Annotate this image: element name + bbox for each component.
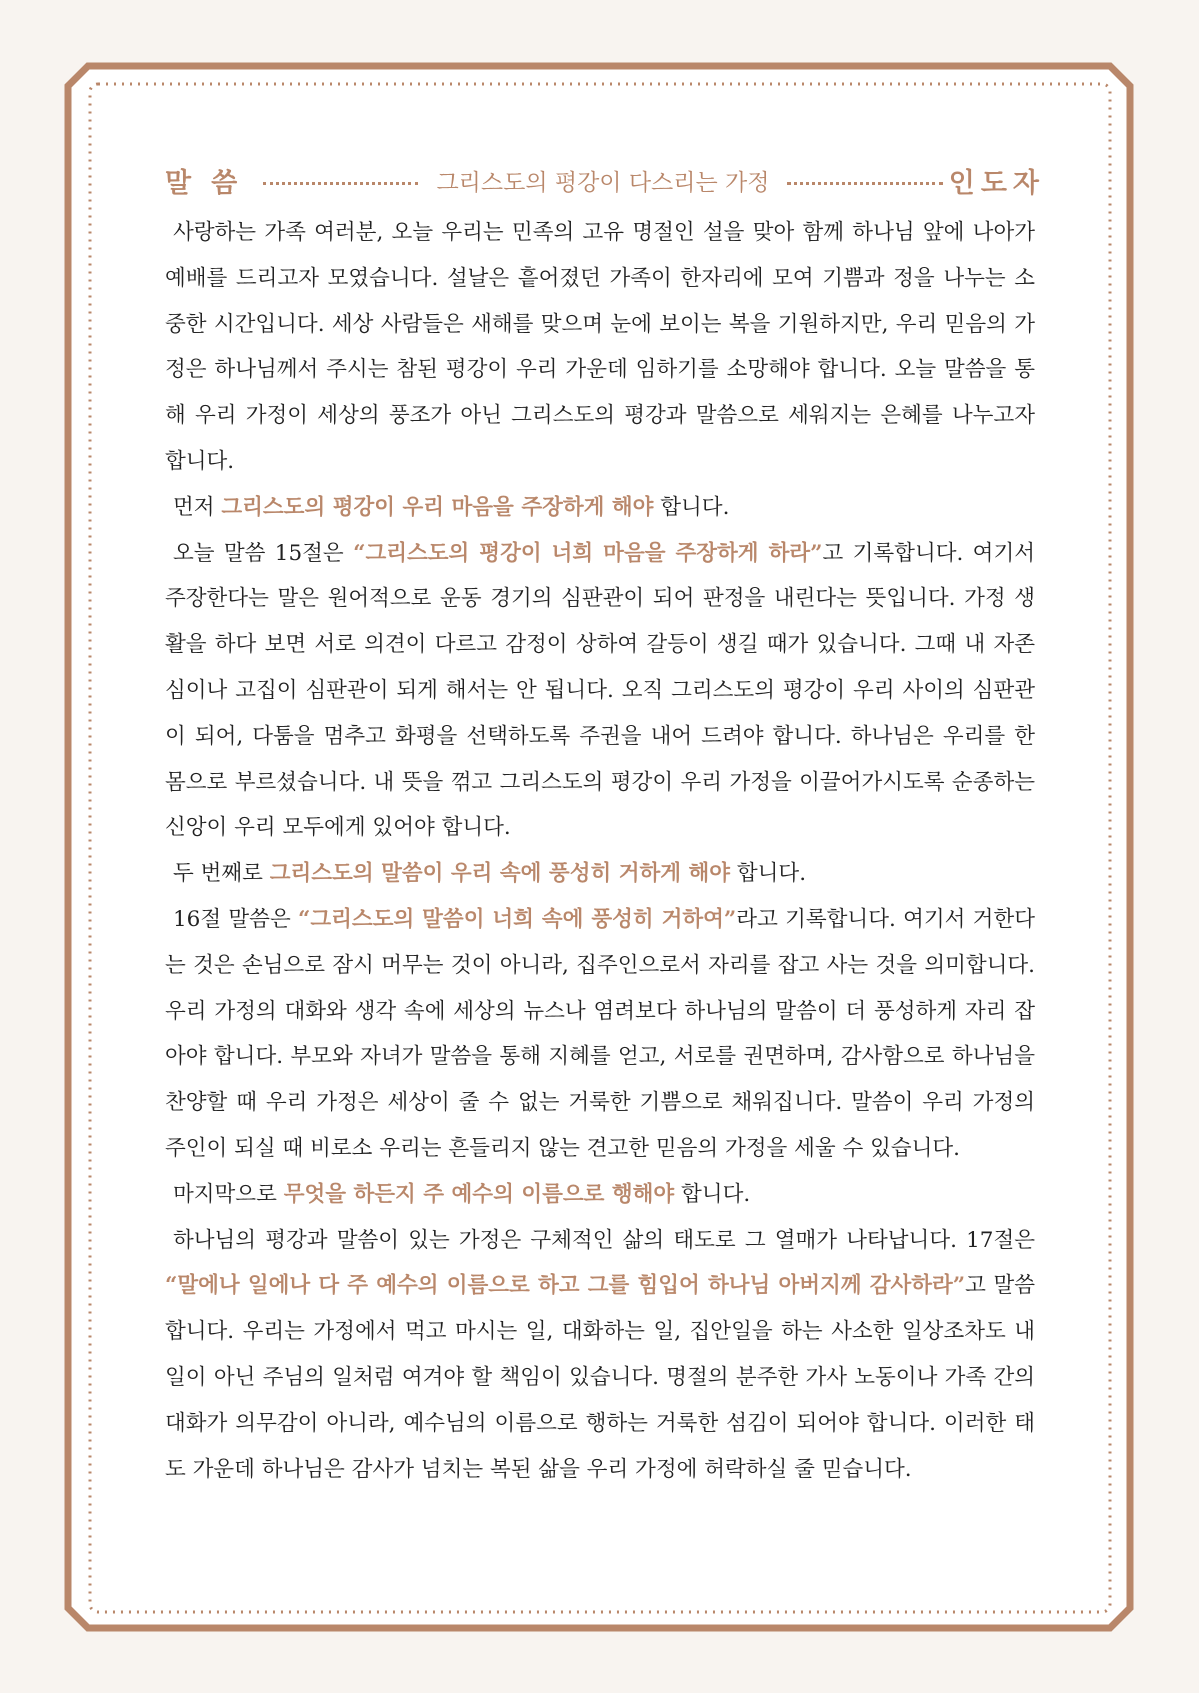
header-dotted-leader-left [263,182,418,185]
body-paragraph-point-2-detail [165,897,1035,1172]
paragraph-text: 합니다. [653,494,730,520]
body-paragraph-point-1 [165,485,1035,531]
scripture-quote: “그리스도의 말씀이 너희 속에 풍성히 거하여” [298,906,737,932]
highlighted-phrase: 그리스도의 말씀이 우리 속에 풍성히 거하게 해야 [269,861,731,887]
paragraph-text: 합니다. [730,861,807,887]
paragraph-text: 하나님의 평강과 말씀이 있는 가정은 구체적인 삶의 태도로 그 열매가 나타납니다. 17절은 [173,1227,1035,1253]
header-label-sermon: 말씀 [165,167,258,199]
body-paragraph-point-1-detail [165,531,1035,852]
header-dotted-leader-right [787,182,942,185]
paragraph-text: 사랑하는 가족 여러분, 오늘 우리는 민족의 고유 명절인 설을 맞아 함께 하나님 앞에 나아가 예배를 드리고자 모였습니다. 설날은 흩어졌던 가족이 한자리에 모여 기쁨과 정을 나누는 소중한 시간입니다. 세상 사람들은 새해를 맞으며 눈에 보이는 복을 기원하지만, 우리 믿음의 가정은 하나님께서 주시는 참된 평강이 우리 가운데 임하기를 소망해야 합니다. 오늘 말씀을 통해 우리 가정이 세상의 풍조가 아닌 그리스도의 평강과 말씀으로 세워지는 은혜를 나누고자 합니다. [165,220,1035,474]
paragraph-text: 16절 말씀은 [173,906,299,932]
paragraph-text: 라고 기록합니다. 여기서 거한다는 것은 손님으로 잠시 머무는 것이 아니라, 집주인으로서 자리를 잡고 사는 것을 의미합니다. 우리 가정의 대화와 생각 속에 세상의 뉴스나 염려보다 하나님의 말씀이 더 풍성하게 자리 잡아야 합니다. 부모와 자녀가 말씀을 통해 지혜를 얻고, 서로를 권면하며, 감사함으로 하나님을 찬양할 때 우리 가정은 세상이 줄 수 없는 거룩한 기쁨으로 채워집니다. 말씀이 우리 가정의 주인이 되실 때 비로소 우리는 흔들리지 않는 견고한 믿음의 가정을 세울 수 있습니다. [165,906,1035,1161]
paragraph-text: 합니다. [674,1181,751,1207]
paragraph-text: 먼저 [173,494,222,520]
scripture-quote: “그리스도의 평강이 너희 마음을 주장하게 하라” [353,540,823,566]
highlighted-phrase: 그리스도의 평강이 우리 마음을 주장하게 해야 [221,494,654,520]
body-paragraph-point-3 [165,1172,1035,1218]
header-label-leader: 인도자 [948,167,1046,199]
paragraph-text: 마지막으로 [173,1181,284,1207]
body-paragraph-point-3-detail [165,1218,1035,1493]
sermon-header [165,160,1045,200]
paragraph-text: 오늘 말씀 15절은 [173,540,354,566]
highlighted-phrase: 무엇을 하든지 주 예수의 이름으로 행해야 [283,1181,675,1207]
paragraph-text: 고 기록합니다. 여기서 주장한다는 말은 원어적으로 운동 경기의 심판관이 되어 판정을 내린다는 뜻입니다. 가정 생활을 하다 보면 서로 의견이 다르고 감정이 상하여 갈등이 생길 때가 있습니다. 그때 내 자존심이나 고집이 심판관이 되게 해서는 안 됩니다. 오직 그리스도의 평강이 우리 사이의 심판관이 되어, 다툼을 멈추고 화평을 선택하도록 주권을 내어 드려야 합니다. 하나님은 우리를 한 몸으로 부르셨습니다. 내 뜻을 꺾고 그리스도의 평강이 우리 가정을 이끌어가시도록 순종하는 신앙이 우리 모두에게 있어야 합니다. [165,540,1035,841]
sermon-title: 그리스도의 평강이 다스리는 가정 [436,169,770,196]
paragraph-text: 고 말씀합니다. 우리는 가정에서 먹고 마시는 일, 대화하는 일, 집안일을 하는 사소한 일상조차도 내 일이 아닌 주님의 일처럼 여겨야 할 책임이 있습니다. 명절의 분주한 가사 노동이나 가족 간의 대화가 의무감이 아니라, 예수님의 이름으로 행하는 거룩한 섬김이 되어야 합니다. 이러한 태도 가운데 하나님은 감사가 넘치는 복된 삶을 우리 가정에 허락하실 줄 믿습니다. [165,1273,1035,1482]
body-paragraph-point-2 [165,851,1035,897]
sermon-body [165,210,1035,1492]
body-paragraph-intro [165,210,1035,485]
paragraph-text: 두 번째로 [173,861,270,887]
scripture-quote: “말에나 일에나 다 주 예수의 이름으로 하고 그를 힘입어 하나님 아버지께 감사하라” [165,1273,966,1299]
